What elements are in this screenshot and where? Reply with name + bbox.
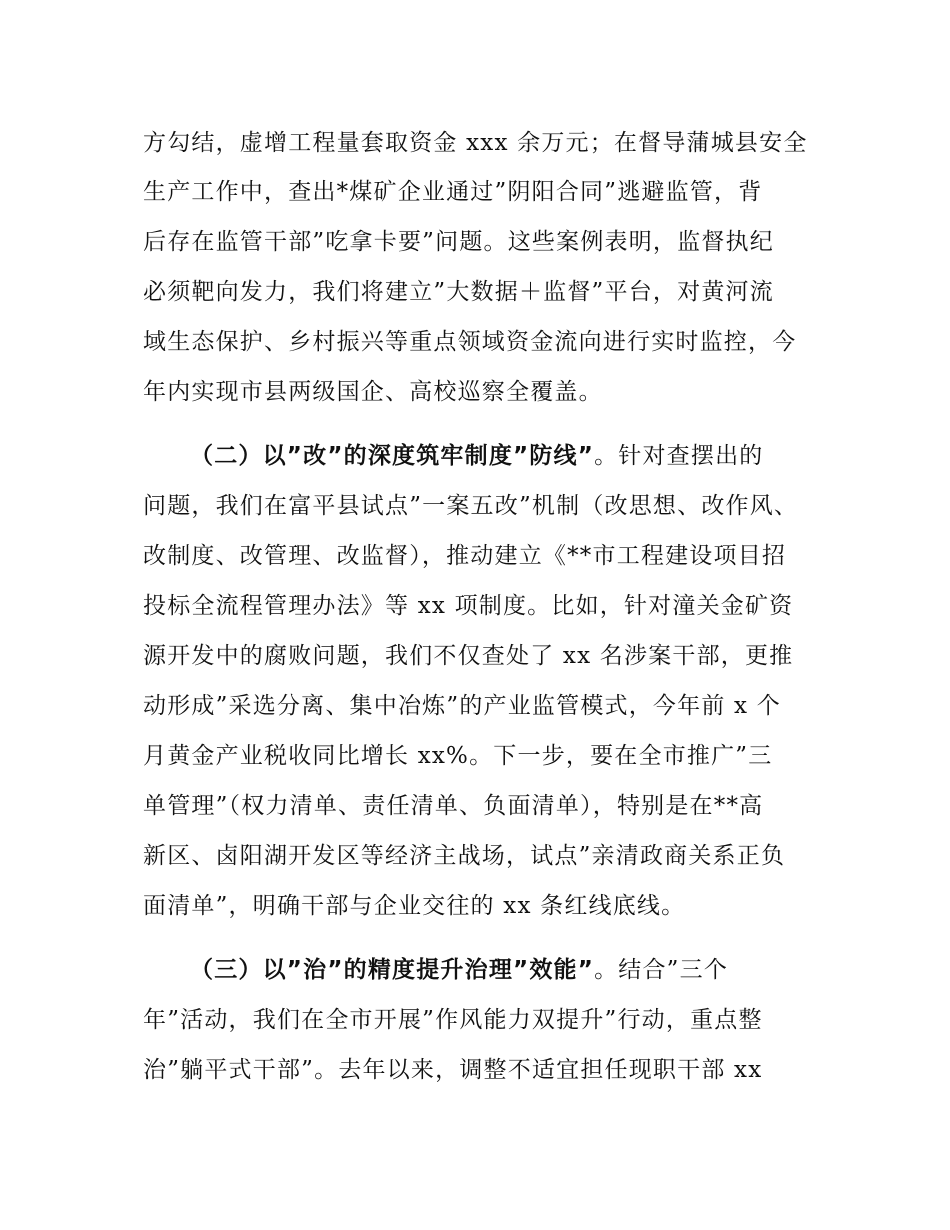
- paragraph-2-first-line: [190, 436, 763, 476]
- paragraph-1-line-4: 必须靶向发力，我们将建立”大数据＋监督”平台，对黄河流: [143, 279, 774, 305]
- paragraph-2-line-8: 单管理”（权力清单、责任清单、负面清单），特别是在**高: [143, 793, 764, 819]
- section-2-heading-rest: 。针对查摆出的: [594, 443, 764, 469]
- paragraph-1-line-3: 后存在监管干部”吃拿卡要”问题。这些案例表明，监督执纪: [143, 229, 774, 255]
- paragraph-1-line-1: 方勾结，虚增工程量套取资金 xxx 余万元；在督导蒲城县安全: [143, 130, 808, 156]
- section-3-heading-rest: 。结合”三个: [594, 957, 729, 983]
- paragraph-1-line-6: 年内实现市县两级国企、高校巡察全覆盖。: [143, 379, 603, 405]
- paragraph-2-line-7: 月黄金产业税收同比增长 xx%。下一步，要在全市推广”三: [143, 743, 773, 769]
- paragraph-2-line-10: 面清单”，明确干部与企业交往的 xx 条红线底线。: [143, 893, 686, 919]
- section-2-heading: （二）以”改”的深度筑牢制度”防线”: [190, 443, 595, 469]
- paragraph-2-line-4: 投标全流程管理办法》等 xx 项制度。比如，针对潼关金矿资: [143, 593, 794, 619]
- paragraph-2-line-9: 新区、卤阳湖开发区等经济主战场，试点”亲清政商关系正负: [143, 843, 786, 869]
- paragraph-2-line-5: 源开发中的腐败问题，我们不仅查处了 xx 名涉案干部，更推: [143, 643, 794, 669]
- paragraph-3-first-line: [190, 950, 728, 990]
- paragraph-2-line-6: 动形成”采选分离、集中冶炼”的产业监管模式，今年前 x 个: [143, 693, 781, 719]
- paragraph-1-line-5: 域生态保护、乡村振兴等重点领域资金流向进行实时监控，今: [143, 329, 797, 355]
- paragraph-1-line-2: 生产工作中，查出*煤矿企业通过”阴阳合同”逃避监管，背: [143, 179, 763, 205]
- section-3-heading: （三）以”治”的精度提升治理”效能”: [190, 957, 595, 983]
- paragraph-3-line-3: 治”躺平式干部”。去年以来，调整不适宜担任现职干部 xx: [143, 1057, 763, 1083]
- paragraph-2-line-2: 问题，我们在富平县试点”一案五改”机制（改思想、改作风、: [143, 493, 799, 519]
- paragraph-3-line-2: 年”活动，我们在全市开展”作风能力双提升”行动，重点整: [143, 1007, 763, 1033]
- paragraph-2-line-3: 改制度、改管理、改监督），推动建立《**市工程建设项目招: [143, 543, 787, 569]
